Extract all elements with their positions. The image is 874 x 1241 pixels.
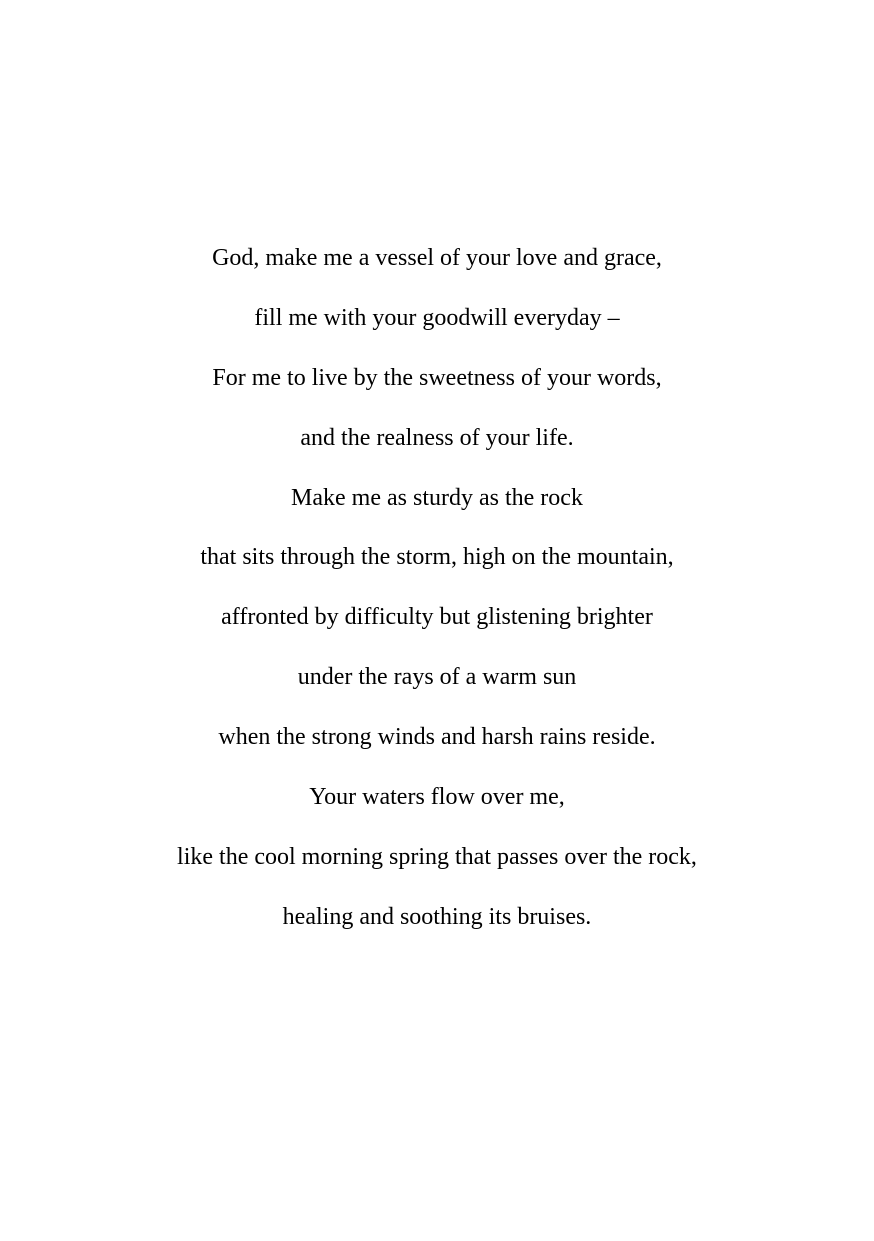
poem-line: fill me with your goodwill everyday – [254, 304, 620, 331]
poem-line: under the rays of a warm sun [297, 664, 577, 691]
poem-line: like the cool morning spring that passes over the rock, [177, 843, 697, 870]
poem-body [0, 229, 874, 948]
poem-line: when the strong winds and harsh rains reside. [218, 724, 656, 751]
poem-line: and the realness of your life. [300, 424, 574, 451]
poem-line: Make me as sturdy as the rock [291, 484, 583, 511]
poem-line: For me to live by the sweetness of your words, [212, 364, 662, 391]
poem-line: healing and soothing its bruises. [282, 903, 592, 930]
poem-line: Your waters flow over me, [309, 784, 565, 811]
poem-line: that sits through the storm, high on the mountain, [200, 544, 674, 571]
poem-line: affronted by difficulty but glistening brighter [221, 604, 653, 631]
poem-line: God, make me a vessel of your love and grace, [212, 245, 662, 271]
